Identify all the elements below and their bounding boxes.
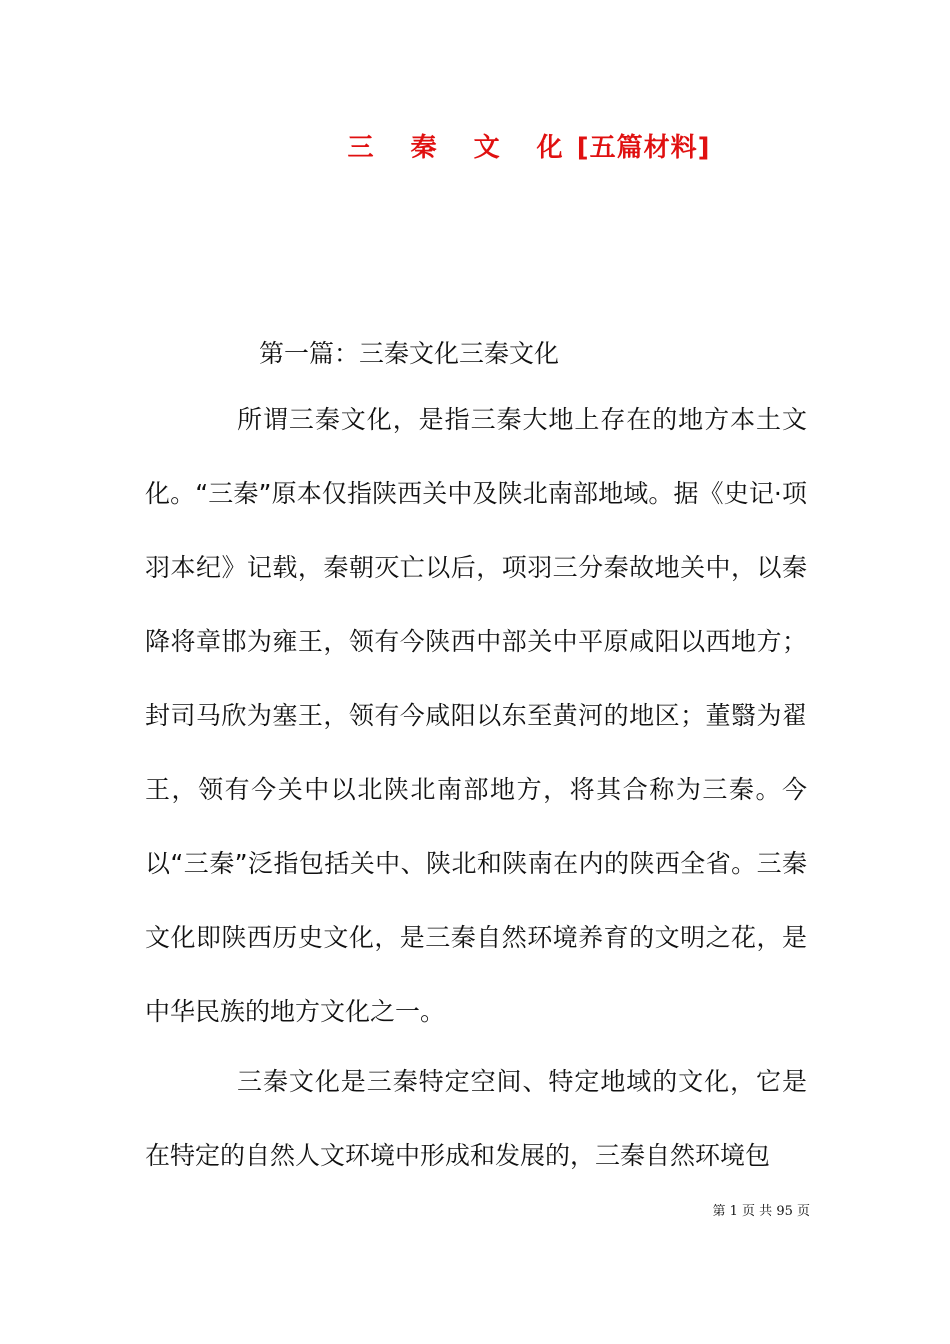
paragraph-1: 所谓三秦文化，是指三秦大地上存在的地方本土文化。“三秦”原本仅指陕西关中及陕北南部地域。据《史记·项羽本纪》记载，秦朝灭亡以后，项羽三分秦故地关中，以秦降将章邯为雍王，领有今陕西中部关中平原咸阳以西地方；封司马欣为塞王，领有今咸阳以东至黄河的地区；董翳为翟王，领有今关中以北陕北南部地方，将其合称为三秦。今以“三秦”泛指包括关中、陕北和陕南在内的陕西全省。三秦文化即陕西历史文化，是三秦自然环境养育的文明之花，是中华民族的地方文化之一。 — [145, 405, 807, 1026]
page-footer: 第 1 页 共 95 页 — [712, 1204, 810, 1219]
document-title — [0, 128, 950, 168]
paragraph-2: 三秦文化是三秦特定空间、特定地域的文化，它是在特定的自然人文环境中形成和发展的，三秦自然环境包 — [145, 1067, 807, 1170]
title-main: 三 秦 文 化 — [347, 133, 577, 163]
section-heading: 第一篇：三秦文化三秦文化 — [259, 339, 560, 368]
title-subtitle: [五篇材料] — [576, 133, 711, 163]
